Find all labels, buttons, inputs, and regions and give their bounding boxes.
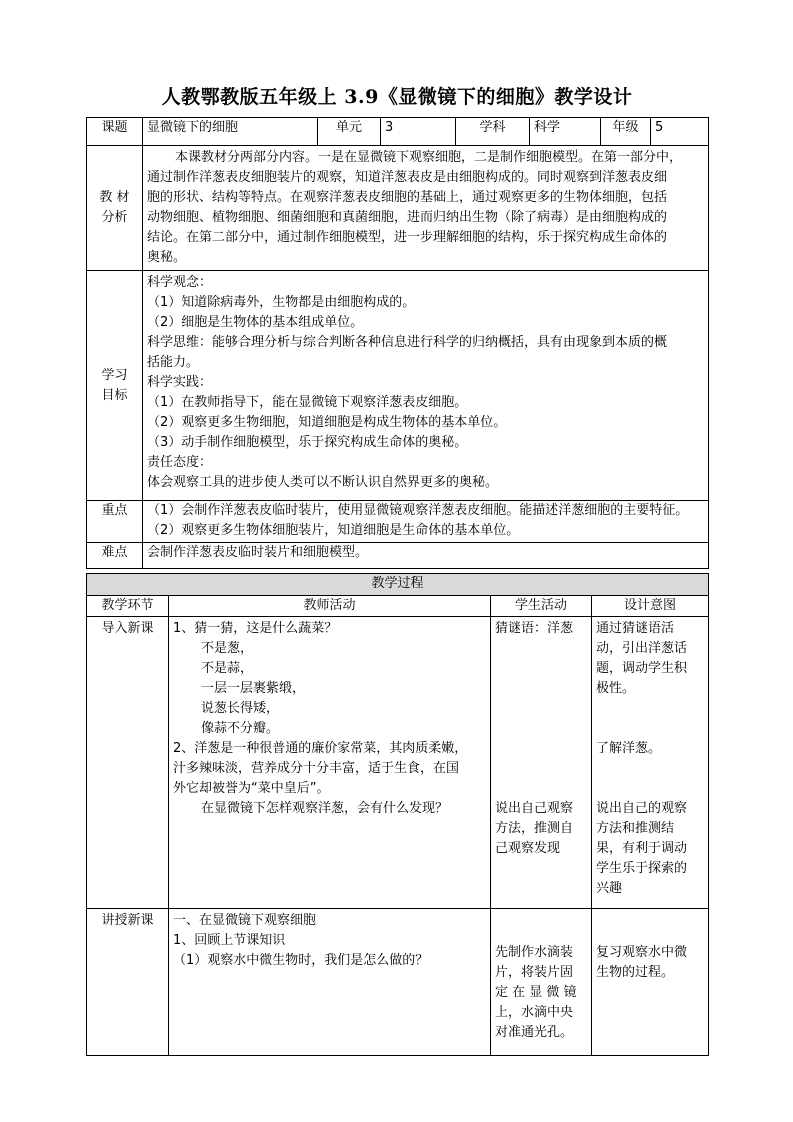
goals-line: 体会观察工具的进步使人类可以不断认识自然界更多的奥秘。	[147, 475, 499, 490]
intent-line: 通过猜谜语活	[596, 621, 675, 636]
lecture-design-intent	[592, 909, 709, 1056]
analysis-line: 胞的形状、结构等特点。在观察洋葱表皮细胞的基础上，通过观察更多的生物体细胞，包括	[147, 190, 668, 205]
intent-line: 生物的过程。	[596, 965, 675, 980]
student-answer: 猜谜语：洋葱	[495, 621, 574, 636]
riddle-question: 1、猜一猜，这是什么蔬菜？	[173, 621, 338, 636]
intent-line: 题，调动学生积	[596, 661, 688, 676]
goals-content	[143, 271, 709, 501]
topic-value: 显微镜下的细胞	[143, 118, 318, 146]
onion-line: 汁多辣味淡，营养成分十分丰富，适于生食，在国	[173, 761, 460, 776]
goals-line: 科学思维：能够合理分析与综合判断各种信息进行科学的归纳概括，具有由现象到本质的概	[147, 335, 668, 350]
onion-line: 外它却被誉为“菜中皇后”。	[173, 781, 330, 796]
subject-label: 学科	[456, 118, 530, 146]
student-line: 定 在 显 微 镜	[495, 985, 577, 1000]
riddle-line: 像蒜不分瓣。	[201, 721, 280, 736]
student-line: 己观察发现	[495, 841, 561, 856]
analysis-line: 动物细胞、植物细胞、细菌细胞和真菌细胞，进而归纳出生物（除了病毒）是由细胞构成的	[147, 210, 668, 225]
student-line: 先制作水滴装	[495, 945, 574, 960]
goals-label	[87, 271, 143, 501]
intent-line: 复习观察水中微	[596, 945, 688, 960]
lecture-teacher-activity	[169, 909, 491, 1056]
intro-design-intent	[592, 617, 709, 909]
analysis-label-line: 分析	[101, 210, 128, 225]
goals-line: 科学实践：	[147, 375, 213, 390]
analysis-line: 通过制作洋葱表皮细胞装片的观察，知道洋葱表皮是由细胞构成的。同时观察到洋葱表皮细	[147, 170, 668, 185]
goals-line: 括能力。	[147, 355, 200, 370]
analysis-row	[87, 146, 709, 271]
unit-label: 单元	[318, 118, 381, 146]
goals-line: （1）知道除病毒外，生物都是由细胞构成的。	[147, 295, 416, 310]
riddle-line: 一层一层裹紫缎，	[201, 681, 306, 696]
teaching-process-table	[86, 573, 709, 1056]
analysis-line: 结论。在第二部分中，通过制作细胞模型，进一步理解细胞的结构，乐于探究构成生命体的	[147, 230, 668, 245]
student-line: 对准通光孔。	[495, 1025, 574, 1040]
lecture-row	[87, 909, 709, 1056]
difficult-points-label: 难点	[87, 543, 143, 569]
student-line: 片，将装片固	[495, 965, 574, 980]
col-teacher-header: 教师活动	[169, 596, 491, 617]
riddle-line: 不是蒜，	[201, 661, 254, 676]
goals-line: （1）在教师指导下，能在显微镜下观察洋葱表皮细胞。	[147, 395, 468, 410]
intro-row	[87, 617, 709, 909]
intent-line: 动，引出洋葱话	[596, 641, 688, 656]
goals-line: （2）观察更多生物细胞，知道细胞是构成生物体的基本单位。	[147, 415, 507, 430]
grade-value: 5	[651, 118, 709, 146]
intent-line: 极性。	[596, 681, 636, 696]
analysis-line: 奥秘。	[147, 250, 187, 265]
process-heading: 教学过程	[87, 574, 709, 596]
analysis-label	[87, 146, 143, 271]
intent-line: 兴趣	[596, 881, 623, 896]
info-row	[87, 118, 709, 146]
intro-teacher-activity	[169, 617, 491, 909]
intent-line: 学生乐于探索的	[596, 861, 688, 876]
key-point-line: （1）会制作洋葱表皮临时装片，使用显微镜观察洋葱表皮细胞。能描述洋葱细胞的主要特征。	[147, 503, 689, 518]
intro-stage: 导入新课	[87, 617, 169, 909]
riddle-line: 说葱长得矮，	[201, 701, 280, 716]
onion-line: 2、洋葱是一种很普通的廉价家常菜，其肉质柔嫩，	[173, 741, 468, 756]
lecture-line: 一、在显微镜下观察细胞	[173, 913, 317, 928]
student-line: 上，水滴中央	[495, 1005, 574, 1020]
lecture-student-activity	[491, 909, 592, 1056]
lecture-line: 1、回顾上节课知识	[173, 933, 286, 948]
process-header-row	[87, 596, 709, 617]
lecture-line: （1）观察水中微生物时，我们是怎么做的？	[173, 953, 429, 968]
goals-label-line: 目标	[101, 387, 128, 403]
goals-label-line: 学习	[101, 367, 128, 383]
col-student-header: 学生活动	[491, 596, 592, 617]
lesson-info-table	[86, 117, 709, 569]
intro-student-activity	[491, 617, 592, 909]
col-stage-header: 教学环节	[87, 596, 169, 617]
unit-value: 3	[381, 118, 456, 146]
process-heading-row	[87, 574, 709, 596]
goals-line: 科学观念：	[147, 275, 213, 290]
student-line: 方法，推测自	[495, 821, 574, 836]
riddle-line: 不是葱，	[201, 641, 254, 656]
lecture-stage: 讲授新课	[87, 909, 169, 1056]
key-points-row	[87, 501, 709, 543]
intent-line: 果，有利于调动	[596, 841, 688, 856]
grade-label: 年级	[601, 118, 651, 146]
key-point-line: （2）观察更多生物体细胞装片，知道细胞是生命体的基本单位。	[147, 523, 520, 538]
observe-question: 在显微镜下怎样观察洋葱，会有什么发现？	[201, 801, 449, 816]
student-line: 说出自己观察	[495, 801, 574, 816]
analysis-content	[143, 146, 709, 271]
analysis-line: 本课教材分两部分内容。一是在显微镜下观察细胞，二是制作细胞模型。在第一部分中，	[175, 150, 683, 165]
analysis-label-line: 教 材	[99, 190, 130, 205]
document-title: 人教鄂教版五年级上 3.9《显微镜下的细胞》教学设计	[161, 86, 633, 108]
topic-label: 课题	[87, 118, 143, 146]
goals-line: （2）细胞是生物体的基本组成单位。	[147, 315, 364, 330]
subject-value: 科学	[530, 118, 601, 146]
key-points-label: 重点	[87, 501, 143, 543]
intent-line: 了解洋葱。	[596, 741, 662, 756]
goals-line: 责任态度：	[147, 455, 213, 470]
goals-row	[87, 271, 709, 501]
key-points-content	[143, 501, 709, 543]
intent-line: 方法和推测结	[596, 821, 675, 836]
intent-line: 说出自己的观察	[596, 801, 688, 816]
goals-line: （3）动手制作细胞模型，乐于探究构成生命体的奥秘。	[147, 435, 468, 450]
difficult-points-content: 会制作洋葱表皮临时装片和细胞模型。	[143, 543, 709, 569]
col-intent-header: 设计意图	[592, 596, 709, 617]
difficult-points-row	[87, 543, 709, 569]
